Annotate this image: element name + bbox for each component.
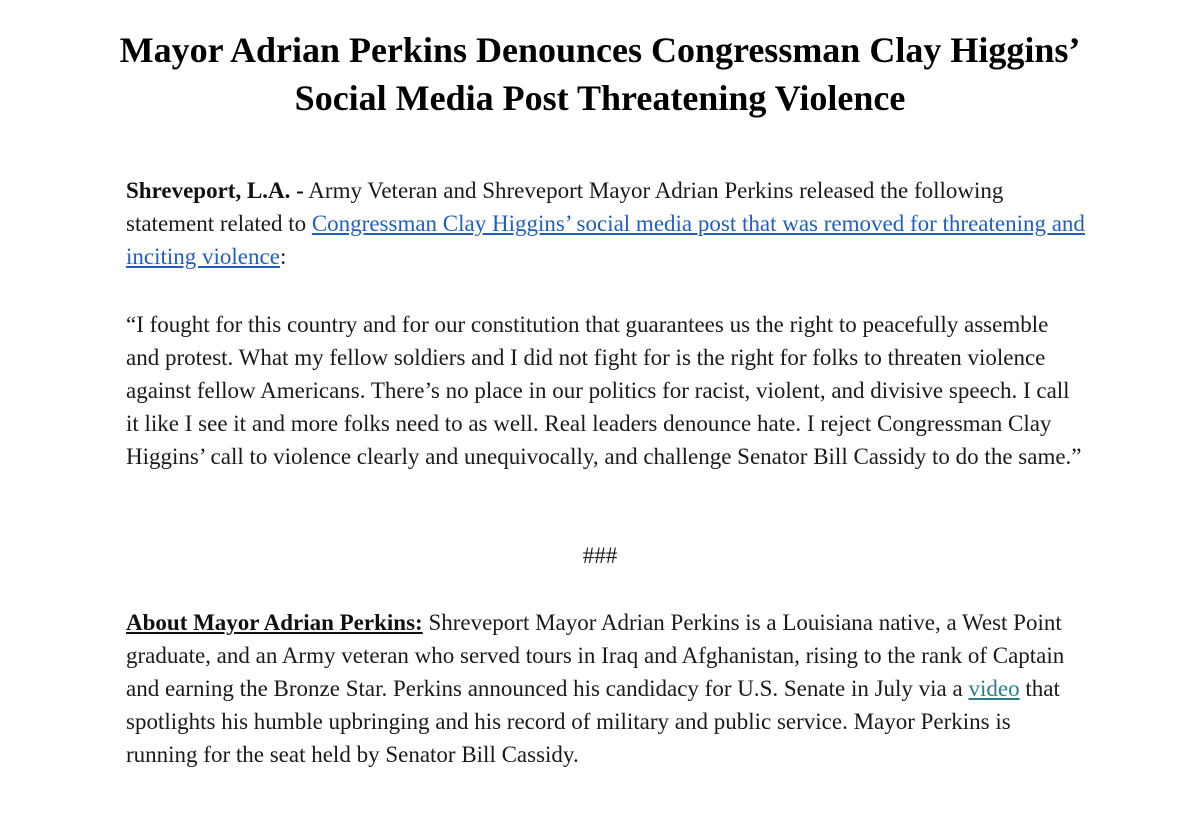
intro-text-end: : <box>279 244 287 269</box>
end-marker: ### <box>582 543 618 568</box>
video-link[interactable]: video <box>968 676 1020 701</box>
quote-paragraph: “I fought for this country and for our constitution that guarantees us the right to peacefully assemble and protest. What my fellow soldiers and I did not fight for is the right for folks to threaten violence against fellow Americans. There’s no place in our politics for racist, violent, and divisive speech. I call it like I see it and more folks need to as well. Real leaders denounce hate. I reject Congressman Clay Higgins’ call to violence clearly and unequivocally, and challenge Senator Bill Cassidy to do the same.” <box>126 312 1082 469</box>
intro-paragraph <box>126 174 1086 273</box>
intro-text: Army Veteran and Shreveport Mayor Adrian Perkins released the following statement related to <box>126 178 1004 236</box>
about-text: Shreveport Mayor Adrian Perkins is a Louisiana native, a West Point graduate, and an Army veteran who served tours in Iraq and Afghanistan, rising to the rank of Captain and earning the Bronze Star. Perkins announced his candidacy for U.S. Senate in July via a <box>126 610 1065 701</box>
about-text-end: that spotlights his humble upbringing and his record of military and public service. Mayor Perkins is running for the seat held by Senator Bill Cassidy. <box>126 676 1060 767</box>
dateline: Shreveport, L.A. - <box>126 178 304 203</box>
about-paragraph <box>126 606 1086 771</box>
about-label: About Mayor Adrian Perkins: <box>126 610 423 635</box>
headline: Mayor Adrian Perkins Denounces Congressman Clay Higgins’ Social Media Post Threatening Violence <box>119 30 1081 118</box>
higgins-post-link[interactable]: Congressman Clay Higgins’ social media post that was removed for threatening and inciting violence <box>126 211 1085 269</box>
